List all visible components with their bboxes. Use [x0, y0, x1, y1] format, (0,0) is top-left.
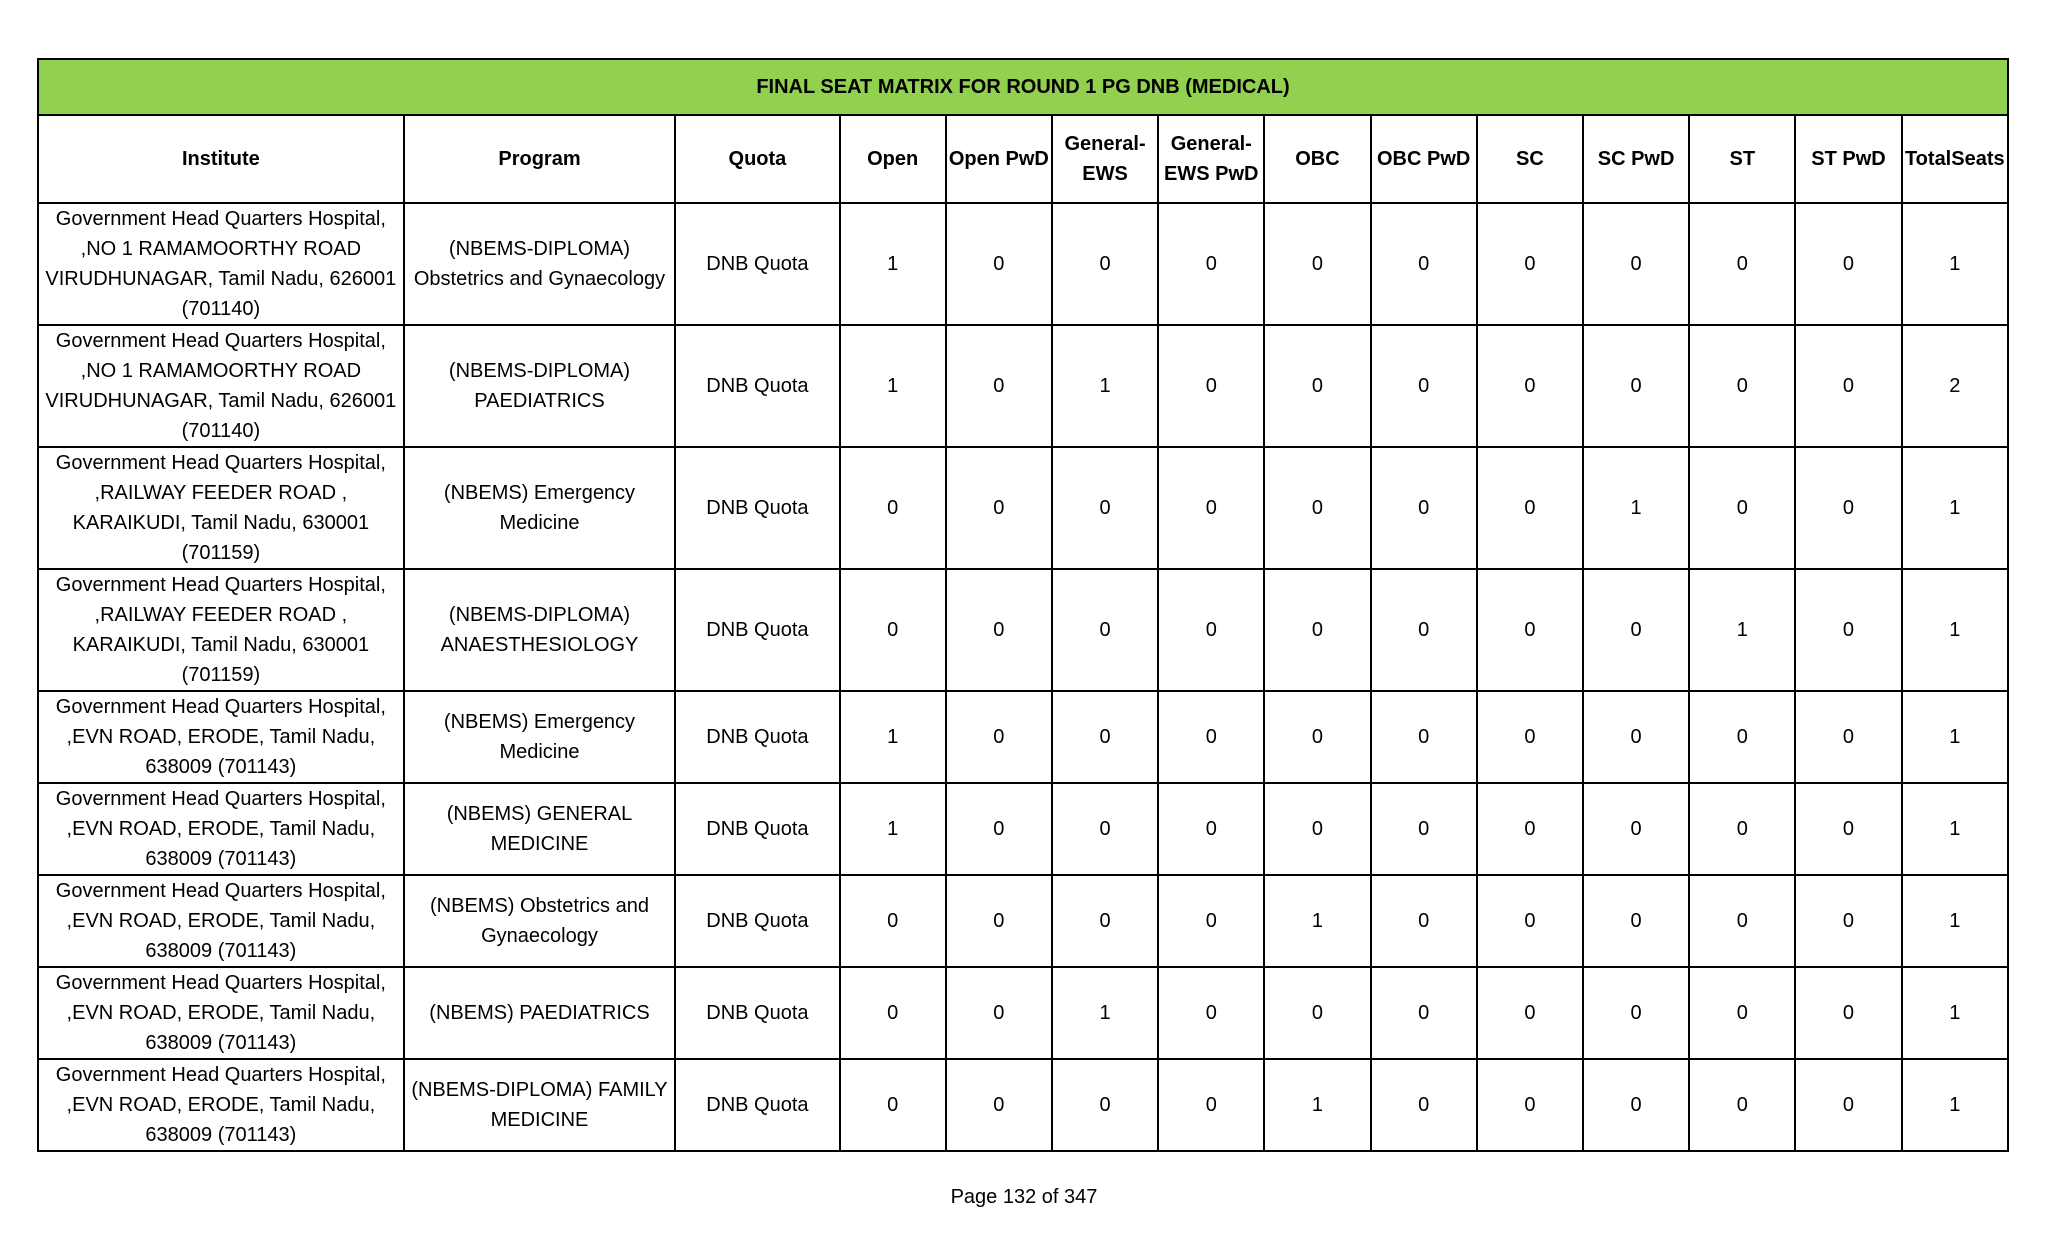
cell-open: 0	[840, 447, 946, 569]
cell-institute: Government Head Quarters Hospital, ,EVN ROAD, ERODE, Tamil Nadu, 638009 (701143)	[38, 691, 404, 783]
cell-sc: 0	[1477, 967, 1583, 1059]
cell-quota: DNB Quota	[675, 1059, 839, 1151]
cell-total: 1	[1902, 783, 2008, 875]
cell-open-pwd: 0	[946, 875, 1052, 967]
cell-institute: Government Head Quarters Hospital, ,RAILWAY FEEDER ROAD , KARAIKUDI, Tamil Nadu, 630001 (701159)	[38, 447, 404, 569]
cell-obc-pwd: 0	[1371, 875, 1477, 967]
cell-st: 0	[1689, 875, 1795, 967]
cell-quota: DNB Quota	[675, 967, 839, 1059]
cell-obc: 0	[1264, 325, 1370, 447]
cell-total: 1	[1902, 203, 2008, 325]
cell-open: 1	[840, 691, 946, 783]
cell-st: 0	[1689, 967, 1795, 1059]
table-row	[38, 325, 2008, 447]
column-header-program: Program	[404, 115, 676, 203]
cell-institute: Government Head Quarters Hospital, ,EVN ROAD, ERODE, Tamil Nadu, 638009 (701143)	[38, 1059, 404, 1151]
cell-sc: 0	[1477, 447, 1583, 569]
seat-matrix-table	[37, 58, 2009, 1152]
cell-st: 1	[1689, 569, 1795, 691]
cell-gen-ews: 0	[1052, 691, 1158, 783]
cell-sc-pwd: 0	[1583, 875, 1689, 967]
cell-quota: DNB Quota	[675, 447, 839, 569]
cell-gen-ews-pwd: 0	[1158, 875, 1264, 967]
cell-sc: 0	[1477, 783, 1583, 875]
cell-program: (NBEMS) PAEDIATRICS	[404, 967, 676, 1059]
cell-st: 0	[1689, 783, 1795, 875]
cell-st-pwd: 0	[1795, 691, 1901, 783]
cell-st-pwd: 0	[1795, 203, 1901, 325]
cell-open-pwd: 0	[946, 967, 1052, 1059]
cell-st-pwd: 0	[1795, 783, 1901, 875]
cell-sc-pwd: 0	[1583, 1059, 1689, 1151]
cell-institute: Government Head Quarters Hospital, ,NO 1 RAMAMOORTHY ROAD VIRUDHUNAGAR, Tamil Nadu, 626001 (701140)	[38, 325, 404, 447]
cell-total: 1	[1902, 691, 2008, 783]
cell-gen-ews-pwd: 0	[1158, 325, 1264, 447]
cell-total: 1	[1902, 875, 2008, 967]
cell-open: 0	[840, 1059, 946, 1151]
cell-obc-pwd: 0	[1371, 1059, 1477, 1151]
cell-st: 0	[1689, 1059, 1795, 1151]
cell-obc-pwd: 0	[1371, 203, 1477, 325]
cell-sc: 0	[1477, 1059, 1583, 1151]
column-header-gen-ews-pwd: General-EWS PwD	[1158, 115, 1264, 203]
cell-gen-ews-pwd: 0	[1158, 967, 1264, 1059]
cell-gen-ews-pwd: 0	[1158, 203, 1264, 325]
cell-open: 1	[840, 783, 946, 875]
cell-gen-ews-pwd: 0	[1158, 1059, 1264, 1151]
cell-quota: DNB Quota	[675, 875, 839, 967]
column-header-row	[38, 115, 2008, 203]
cell-quota: DNB Quota	[675, 691, 839, 783]
table-row	[38, 447, 2008, 569]
cell-obc-pwd: 0	[1371, 325, 1477, 447]
table-row	[38, 569, 2008, 691]
cell-obc: 0	[1264, 447, 1370, 569]
cell-total: 1	[1902, 967, 2008, 1059]
cell-open-pwd: 0	[946, 691, 1052, 783]
cell-st: 0	[1689, 203, 1795, 325]
cell-quota: DNB Quota	[675, 569, 839, 691]
cell-open-pwd: 0	[946, 1059, 1052, 1151]
cell-gen-ews: 0	[1052, 1059, 1158, 1151]
cell-st-pwd: 0	[1795, 875, 1901, 967]
table-row	[38, 691, 2008, 783]
seat-matrix-sheet	[37, 58, 2009, 1152]
column-header-sc-pwd: SC PwD	[1583, 115, 1689, 203]
cell-gen-ews: 0	[1052, 875, 1158, 967]
column-header-st-pwd: ST PwD	[1795, 115, 1901, 203]
cell-gen-ews-pwd: 0	[1158, 569, 1264, 691]
cell-sc-pwd: 0	[1583, 691, 1689, 783]
table-row	[38, 875, 2008, 967]
cell-sc-pwd: 0	[1583, 783, 1689, 875]
cell-open-pwd: 0	[946, 325, 1052, 447]
cell-st-pwd: 0	[1795, 447, 1901, 569]
cell-gen-ews-pwd: 0	[1158, 783, 1264, 875]
cell-institute: Government Head Quarters Hospital, ,NO 1 RAMAMOORTHY ROAD VIRUDHUNAGAR, Tamil Nadu, 626001 (701140)	[38, 203, 404, 325]
cell-quota: DNB Quota	[675, 783, 839, 875]
cell-gen-ews-pwd: 0	[1158, 447, 1264, 569]
cell-st-pwd: 0	[1795, 569, 1901, 691]
cell-gen-ews: 0	[1052, 203, 1158, 325]
cell-gen-ews: 1	[1052, 967, 1158, 1059]
cell-st: 0	[1689, 447, 1795, 569]
cell-program: (NBEMS) Emergency Medicine	[404, 447, 676, 569]
table-title: FINAL SEAT MATRIX FOR ROUND 1 PG DNB (MEDICAL)	[38, 59, 2008, 115]
column-header-gen-ews: General-EWS	[1052, 115, 1158, 203]
cell-institute: Government Head Quarters Hospital, ,EVN ROAD, ERODE, Tamil Nadu, 638009 (701143)	[38, 875, 404, 967]
column-header-institute: Institute	[38, 115, 404, 203]
cell-obc: 0	[1264, 569, 1370, 691]
cell-st: 0	[1689, 325, 1795, 447]
cell-sc-pwd: 0	[1583, 569, 1689, 691]
cell-open-pwd: 0	[946, 783, 1052, 875]
cell-open: 0	[840, 875, 946, 967]
cell-sc-pwd: 1	[1583, 447, 1689, 569]
cell-st-pwd: 0	[1795, 967, 1901, 1059]
cell-open: 1	[840, 203, 946, 325]
cell-obc-pwd: 0	[1371, 691, 1477, 783]
page-number: Page 132 of 347	[950, 1186, 1098, 1208]
cell-gen-ews: 0	[1052, 783, 1158, 875]
cell-gen-ews-pwd: 0	[1158, 691, 1264, 783]
cell-obc: 0	[1264, 203, 1370, 325]
cell-program: (NBEMS) Obstetrics and Gynaecology	[404, 875, 676, 967]
cell-sc: 0	[1477, 569, 1583, 691]
column-header-obc-pwd: OBC PwD	[1371, 115, 1477, 203]
cell-obc-pwd: 0	[1371, 783, 1477, 875]
column-header-total: TotalSeats	[1902, 115, 2008, 203]
cell-quota: DNB Quota	[675, 203, 839, 325]
cell-obc: 0	[1264, 691, 1370, 783]
table-row	[38, 1059, 2008, 1151]
cell-program: (NBEMS-DIPLOMA) Obstetrics and Gynaecology	[404, 203, 676, 325]
cell-st: 0	[1689, 691, 1795, 783]
cell-open-pwd: 0	[946, 203, 1052, 325]
cell-institute: Government Head Quarters Hospital, ,EVN ROAD, ERODE, Tamil Nadu, 638009 (701143)	[38, 967, 404, 1059]
cell-open: 0	[840, 967, 946, 1059]
cell-institute: Government Head Quarters Hospital, ,EVN ROAD, ERODE, Tamil Nadu, 638009 (701143)	[38, 783, 404, 875]
cell-total: 1	[1902, 569, 2008, 691]
cell-sc: 0	[1477, 203, 1583, 325]
cell-obc: 0	[1264, 967, 1370, 1059]
cell-sc: 0	[1477, 325, 1583, 447]
cell-open-pwd: 0	[946, 447, 1052, 569]
cell-program: (NBEMS) Emergency Medicine	[404, 691, 676, 783]
cell-program: (NBEMS-DIPLOMA) ANAESTHESIOLOGY	[404, 569, 676, 691]
cell-obc-pwd: 0	[1371, 569, 1477, 691]
cell-total: 2	[1902, 325, 2008, 447]
column-header-sc: SC	[1477, 115, 1583, 203]
cell-total: 1	[1902, 1059, 2008, 1151]
cell-obc-pwd: 0	[1371, 447, 1477, 569]
cell-sc: 0	[1477, 875, 1583, 967]
table-body	[38, 203, 2008, 1151]
column-header-quota: Quota	[675, 115, 839, 203]
cell-total: 1	[1902, 447, 2008, 569]
cell-program: (NBEMS-DIPLOMA) FAMILY MEDICINE	[404, 1059, 676, 1151]
table-row	[38, 967, 2008, 1059]
cell-quota: DNB Quota	[675, 325, 839, 447]
cell-open: 1	[840, 325, 946, 447]
cell-open: 0	[840, 569, 946, 691]
cell-st-pwd: 0	[1795, 1059, 1901, 1151]
table-row	[38, 783, 2008, 875]
cell-sc-pwd: 0	[1583, 967, 1689, 1059]
column-header-open: Open	[840, 115, 946, 203]
cell-program: (NBEMS-DIPLOMA) PAEDIATRICS	[404, 325, 676, 447]
cell-obc: 1	[1264, 1059, 1370, 1151]
cell-open-pwd: 0	[946, 569, 1052, 691]
column-header-st: ST	[1689, 115, 1795, 203]
cell-obc: 1	[1264, 875, 1370, 967]
cell-st-pwd: 0	[1795, 325, 1901, 447]
cell-gen-ews: 0	[1052, 447, 1158, 569]
cell-gen-ews: 1	[1052, 325, 1158, 447]
cell-obc-pwd: 0	[1371, 967, 1477, 1059]
cell-gen-ews: 0	[1052, 569, 1158, 691]
cell-sc: 0	[1477, 691, 1583, 783]
cell-institute: Government Head Quarters Hospital, ,RAILWAY FEEDER ROAD , KARAIKUDI, Tamil Nadu, 630001 (701159)	[38, 569, 404, 691]
column-header-open-pwd: Open PwD	[946, 115, 1052, 203]
cell-sc-pwd: 0	[1583, 203, 1689, 325]
table-row	[38, 203, 2008, 325]
cell-sc-pwd: 0	[1583, 325, 1689, 447]
column-header-obc: OBC	[1264, 115, 1370, 203]
cell-program: (NBEMS) GENERAL MEDICINE	[404, 783, 676, 875]
cell-obc: 0	[1264, 783, 1370, 875]
